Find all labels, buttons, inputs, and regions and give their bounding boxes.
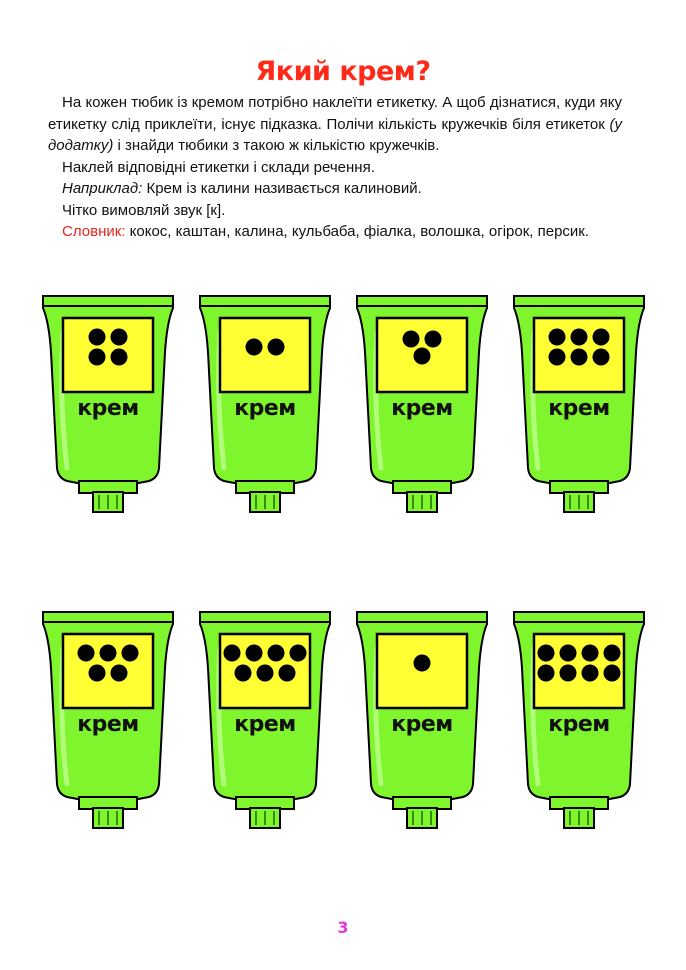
cream-tube xyxy=(512,608,646,836)
cream-label: крем xyxy=(77,712,139,737)
instruction-text-tail: і знайди тюбики з такою ж кількістю кружечків. xyxy=(113,137,440,154)
cream-label: крем xyxy=(234,396,296,421)
cream-tube xyxy=(198,608,332,836)
tube-label-box xyxy=(220,318,310,392)
label-dot xyxy=(89,665,106,682)
label-dot xyxy=(414,348,431,365)
label-dot xyxy=(549,349,566,366)
label-dot xyxy=(246,645,263,662)
label-dot xyxy=(111,349,128,366)
label-dot xyxy=(582,665,599,682)
dictionary-label: Словник: xyxy=(62,223,126,240)
label-dot xyxy=(560,645,577,662)
instruction-paragraph xyxy=(48,92,622,157)
label-dot xyxy=(560,665,577,682)
page-title: Який крем? xyxy=(255,56,431,87)
label-dot xyxy=(538,645,555,662)
example-label: Наприклад: xyxy=(62,180,143,197)
label-dot xyxy=(224,645,241,662)
label-dot xyxy=(78,645,95,662)
label-dot xyxy=(425,331,442,348)
page-number: 3 xyxy=(337,918,349,937)
cream-tube xyxy=(41,608,175,836)
cream-label: крем xyxy=(548,396,610,421)
label-dot xyxy=(246,339,263,356)
label-dot xyxy=(593,349,610,366)
label-dot xyxy=(268,645,285,662)
tube-label-box xyxy=(63,318,153,392)
label-dot xyxy=(582,645,599,662)
label-dot xyxy=(403,331,420,348)
example-text: Крем із калини називається калиновий. xyxy=(142,180,422,197)
instruction-pronounce: Чітко вимовляй звук [к]. xyxy=(62,201,226,219)
label-dot xyxy=(122,645,139,662)
label-dot xyxy=(89,329,106,346)
cream-label: крем xyxy=(234,712,296,737)
label-dot xyxy=(549,329,566,346)
label-dot xyxy=(111,329,128,346)
label-dot xyxy=(593,329,610,346)
instruction-example xyxy=(48,178,622,200)
label-dot xyxy=(414,655,431,672)
cream-tube xyxy=(512,292,646,520)
cream-label: крем xyxy=(391,396,453,421)
instruction-appendix-note: (у додатку) xyxy=(48,115,622,154)
instructions xyxy=(48,92,622,243)
instruction-line-stickers: Наклей відповідні етикетки і склади речення. xyxy=(62,158,375,176)
label-dot xyxy=(571,349,588,366)
label-dot xyxy=(290,645,307,662)
label-dot xyxy=(279,665,296,682)
label-dot xyxy=(604,645,621,662)
cream-label: крем xyxy=(391,712,453,737)
cream-tube xyxy=(41,292,175,520)
label-dot xyxy=(100,645,117,662)
cream-tube xyxy=(355,608,489,836)
cream-tube xyxy=(198,292,332,520)
cream-tube xyxy=(355,292,489,520)
label-dot xyxy=(111,665,128,682)
label-dot xyxy=(604,665,621,682)
label-dot xyxy=(538,665,555,682)
label-dot xyxy=(235,665,252,682)
instruction-dictionary xyxy=(48,221,622,243)
label-dot xyxy=(571,329,588,346)
label-dot xyxy=(89,349,106,366)
label-dot xyxy=(257,665,274,682)
cream-label: крем xyxy=(77,396,139,421)
cream-label: крем xyxy=(548,712,610,737)
label-dot xyxy=(268,339,285,356)
dictionary-text: кокос, каштан, калина, кульбаба, фіалка, волошка, огірок, персик. xyxy=(125,223,590,240)
instruction-text: На кожен тюбик із кремом потрібно наклеїти етикетку. А щоб дізнатися, куди яку етикетку слід приклеїти, існує підказка. Полічи кількість кружечків біля етикеток xyxy=(48,94,622,133)
